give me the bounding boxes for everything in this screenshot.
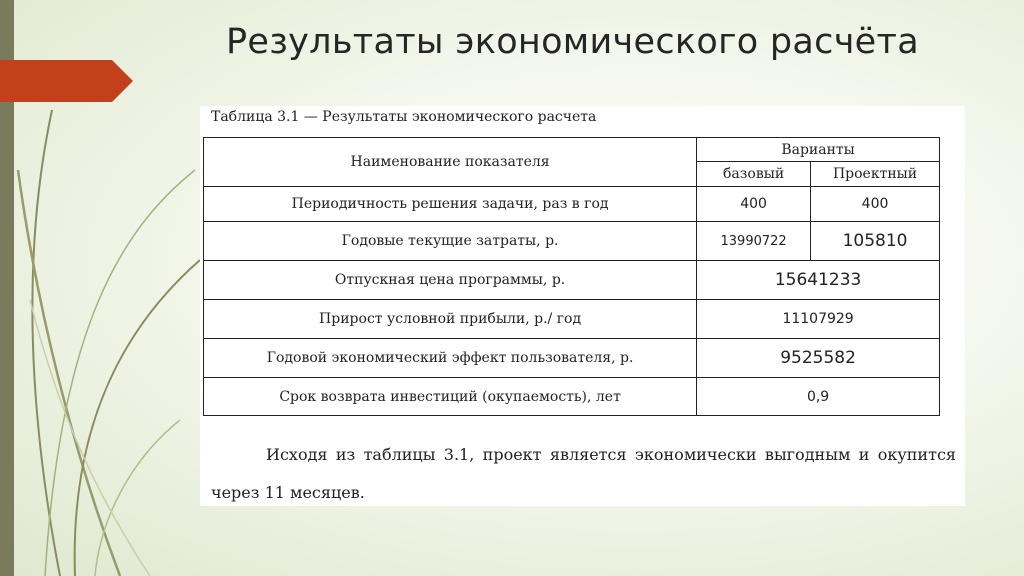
table-row bbox=[204, 300, 940, 339]
table-row bbox=[204, 378, 940, 416]
table-caption: Таблица 3.1 — Результаты экономического расчета bbox=[211, 109, 597, 125]
row-value: 0,9 bbox=[697, 378, 940, 416]
slide-title: Результаты экономического расчёта bbox=[226, 22, 919, 62]
title-arrow-shape bbox=[0, 60, 133, 102]
row-value-base: 13990722 bbox=[697, 222, 811, 261]
header-base: базовый bbox=[697, 162, 811, 187]
row-label: Срок возврата инвестиций (окупаемость), лет bbox=[204, 378, 697, 416]
header-variants: Варианты bbox=[697, 138, 940, 162]
row-value-base: 400 bbox=[697, 187, 811, 222]
header-indicator: Наименование показателя bbox=[204, 138, 697, 187]
row-value: 11107929 bbox=[697, 300, 940, 339]
row-value-project: 400 bbox=[811, 187, 940, 222]
row-label: Годовые текущие затраты, р. bbox=[204, 222, 697, 261]
table-row bbox=[204, 187, 940, 222]
row-value: 9525582 bbox=[697, 339, 940, 378]
row-label: Периодичность решения задачи, раз в год bbox=[204, 187, 697, 222]
document-image bbox=[200, 106, 965, 506]
row-label: Годовой экономический эффект пользователя, р. bbox=[204, 339, 697, 378]
table-row bbox=[204, 339, 940, 378]
header-project: Проектный bbox=[811, 162, 940, 187]
table-header-row bbox=[204, 138, 940, 162]
results-table bbox=[203, 137, 940, 416]
row-label: Прирост условной прибыли, р./ год bbox=[204, 300, 697, 339]
row-value: 15641233 bbox=[697, 261, 940, 300]
row-value-project: 105810 bbox=[811, 222, 940, 261]
table-row bbox=[204, 261, 940, 300]
table-row bbox=[204, 222, 940, 261]
conclusion-paragraph: Исходя из таблицы 3.1, проект является экономически выгодным и окупится через 11 месяцев. bbox=[211, 445, 956, 502]
row-label: Отпускная цена программы, р. bbox=[204, 261, 697, 300]
